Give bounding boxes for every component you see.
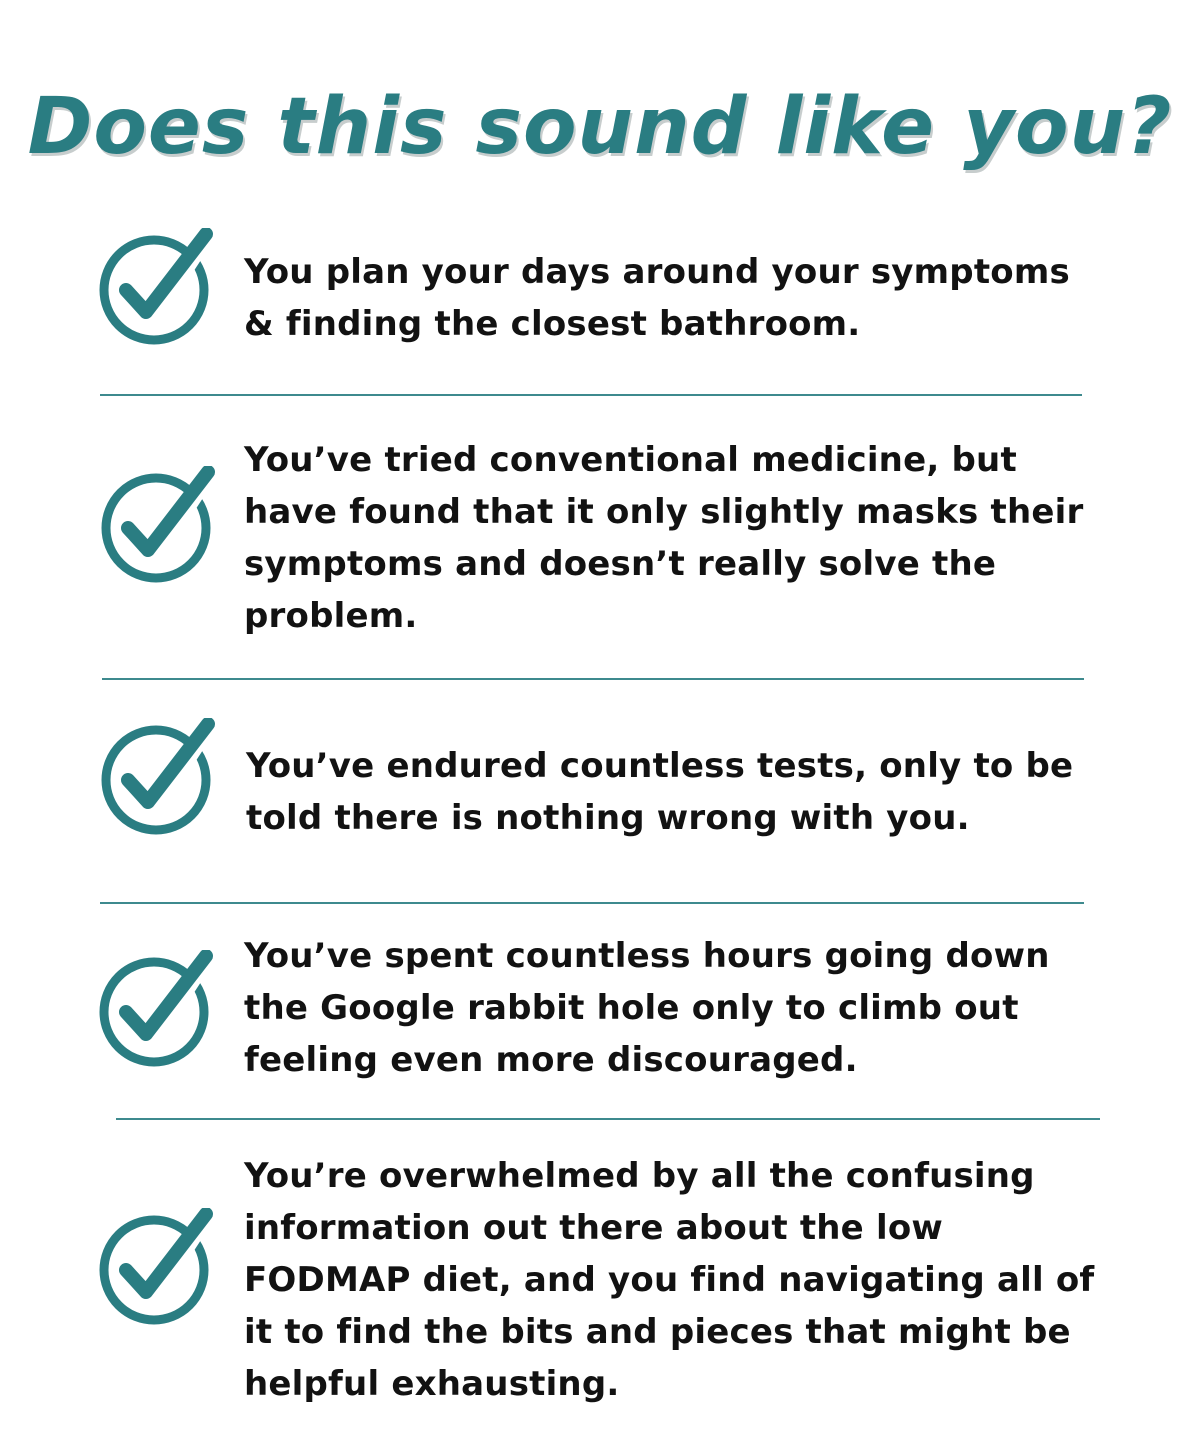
divider bbox=[100, 394, 1082, 396]
divider bbox=[116, 1118, 1100, 1120]
divider bbox=[102, 678, 1084, 680]
check-circle-icon bbox=[96, 1208, 216, 1328]
checklist-item-text: You plan your days around your symptoms & finding the closest bathroom. bbox=[244, 252, 1070, 344]
check-circle-icon bbox=[98, 718, 218, 838]
check-circle-icon bbox=[96, 228, 216, 348]
check-circle-icon bbox=[98, 466, 218, 586]
checklist-item-text: You’ve endured countless tests, only to be told there is nothing wrong with you. bbox=[246, 746, 1074, 838]
checklist-item-text: You’re overwhelmed by all the confusing information out there about the low FODMAP diet, and you find navigating all of it to find the bits and pieces that might be helpful exhausting. bbox=[244, 1156, 1095, 1404]
page-title: Does this sound like you? bbox=[27, 82, 1173, 173]
check-circle-icon bbox=[96, 950, 216, 1070]
checklist-item-text: You’ve spent countless hours going down the Google rabbit hole only to climb out feeling even more discouraged. bbox=[244, 936, 1050, 1080]
divider bbox=[100, 902, 1084, 904]
checklist-item-text: You’ve tried conventional medicine, but have found that it only slightly masks their symptoms and doesn’t really solve the problem. bbox=[244, 440, 1084, 636]
